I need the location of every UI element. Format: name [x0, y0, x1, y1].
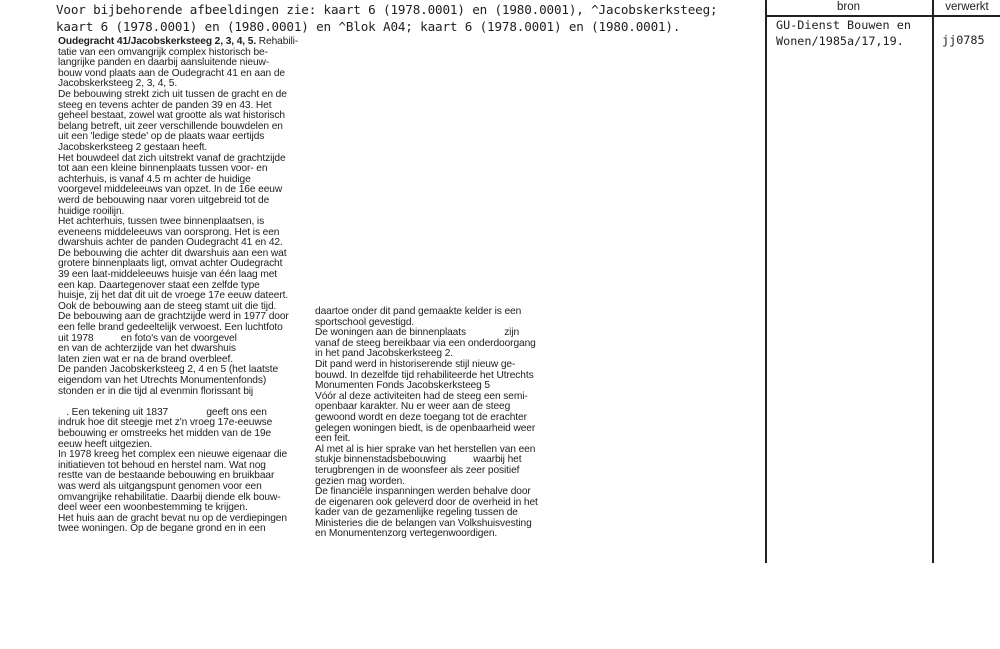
article-text-left: Rehabili- tatie van een omvangrijk complex historisch be- langrijke panden en daarbij aansluitende nieuw- bouw vond plaats aan de Oudegracht 41 en aan de Jacobskerksteeg 2, 3, 4, 5. De bebouwing strekt zich uit tussen de gracht en de steeg en tevens achter de panden 39 en 43. Het geheel bestaat, zowel wat grootte als wat historisch belang betreft, uit zeer verschillende bouwdelen en uit een 'ledige stede' op de plaats waar eertijds Jacobskerksteeg 2 gestaan heeft. Het bouwdeel dat zich uitstrekt vanaf de grachtzijde tot aan een kleine binnenplaats tussen voor- en achterhuis, is vanaf 4.5 m achter de huidige voorgevel middeleeuws van opzet. In de 16e eeuw werd de bebouwing naar voren uitgebreid tot de huidige rooilijn. Het achterhuis, tussen twee binnenplaatsen, is eveneens middeleeuws van oorsprong. Het is een dwarshuis achter de panden Oudegracht 41 en 42. De bebouwing die achter dit dwarshuis aan een wat grotere binnenplaats ligt, omvat achter Oudegracht 39 een laat-middeleeuws huisje van één laag met een kap. Daartegenover staat een zelfde type huisje, zij het dat dit uit de vroege 17e eeuw dateert. Ook de bebouwing aan de steeg stamt uit die tijd. De bebouwing aan de grachtzijde werd in 1977 door een felle brand gedeeltelijk verwoest. Een luchtfoto uit 1978 en foto's van de voorgevel en van de achterzijde van het dwarshuis laten zien wat er na de brand overbleef. De panden Jacobskerksteeg 2, 4 en 5 (het laatste eigendom van het Utrechts Monumentenfonds) stonden er in die tijd al evenmin florissant bij . Een tekening uit 1837 geeft ons een indruk hoe dit steegje met z'n vroeg 17e-eeuwse bebouwing er omstreeks het midden van de 19e eeuw heeft uitgezien. In 1978 kreeg het complex een nieuwe eigenaar die initiatieven tot behoud en herstel nam. Wat nog restte van de bestaande bebouwing en bruikbaar was werd als uitgangspunt genomen voor een omvangrijke rehabilitatie. Daarbij diende elk bouw- deel weer een woonbestemming te krijgen. Het huis aan de gracht bevat nu op de verdiepingen twee woningen. Op de begane grond en in een [58, 36, 299, 535]
article-column-right [315, 307, 565, 540]
column-header-bron: bron [836, 1, 861, 13]
image-reference-header [56, 1, 756, 35]
table-divider-left [765, 0, 767, 563]
article-text-right: daartoe onder dit pand gemaakte kelder is een sportschool gevestigd. De woningen aan de binnenplaats zijn vanaf de steeg bereikbaar via een onderdoorgang in het pand Jacobskerksteeg 2. Dit pand werd in historiserende stijl nieuw ge- bouwd. In dezelfde tijd rehabiliteerde het Utrechts Monumenten Fonds Jacobskerksteeg 5 Vóór al deze activiteiten had de steeg een semi- openbaar karakter. Nu er weer aan de steeg gewoond wordt en deze toegang tot de erachter gelegen woningen biedt, is de openbaarheid weer een feit. Al met al is hier sprake van het herstellen van een stukje binnenstadsbebouwing waarbij het terugbrengen in de woonsfeer als zeer positief gezien mag worden. De financiële inspanningen werden behalve door de eigenaren ook geleverd door de overheid in het kader van de gezamenlijke regeling tussen de Ministeries die de belangen van Volkshuisvesting en Monumentenzorg vertegenwoordigen. [315, 306, 538, 540]
header-line-1: Voor bijbehorende afbeeldingen zie: kaart 6 (1978.0001) en (1980.0001), ^Jacobskerksteeg; [56, 2, 718, 17]
article-heading: Oudegracht 41/Jacobskerksteeg 2, 3, 4, 5. [58, 36, 257, 47]
processed-code: jj0785 [942, 33, 985, 47]
header-line-2: kaart 6 (1978.0001) en (1980.0001) en ^Blok A04; kaart 6 (1978.0001) en (1980.0001). [56, 19, 681, 34]
source-reference: GU-Dienst Bouwen en Wonen/1985a/17,19. [776, 18, 911, 48]
article-column-left [58, 37, 308, 535]
column-header-verwerkt: verwerkt [945, 1, 989, 13]
table-header-rule [765, 15, 1000, 17]
table-divider-middle [932, 0, 934, 563]
